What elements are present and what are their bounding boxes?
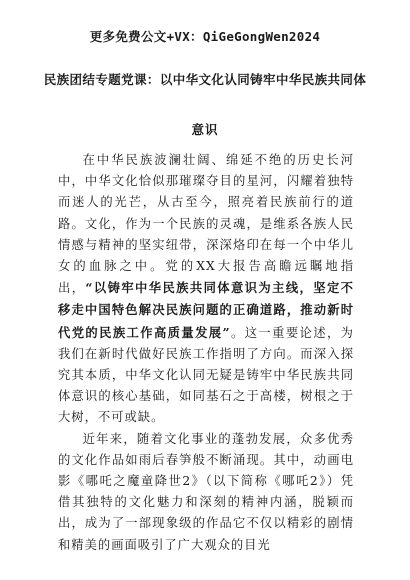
header-promo: 更多免费公文+VX：QiGeGongWen2024 <box>89 29 321 44</box>
paragraph-1-text-a: 在中华民族波澜壮阔、绵延不绝的历史长河中，中华文化恰似那璀璨夺目的星河，闪耀着独特而迷人的光芒，从古至今，照亮着民族前行的道路。文化，作为一个民族的灵魂，是维系各族人民情感与精神的坚实纽带，深深烙印在每一个中华儿女的血脉之中。党的XX大报告高瞻远瞩地指出， <box>58 153 354 296</box>
document-body <box>58 150 354 556</box>
paragraph-1-text-b: 。这一重要论述，为我们在新时代做好民族工作指明了方向。而深入探究其本质，中华文化认同无疑是铸牢中华民族共同体意识的核心基础，如同基石之于高楼，树根之于大树，不可或缺。 <box>58 325 354 425</box>
document-title-continued: 意识 <box>191 122 219 137</box>
paragraph-1 <box>58 150 354 429</box>
document-title: 民族团结专题党课：以中华文化认同铸牢中华民族共同体 <box>43 72 367 87</box>
paragraph-2: 近年来，随着文化事业的蓬勃发展，众多优秀的文化作品如雨后春笋般不断涌现。其中，动画电影《哪吒之魔童降世2》（以下简称《哪吒2》）凭借其独特的文化魅力和深刻的精神内涵，脱颖而出，成为了一部现象级的作品它不仅以精彩的剧情和精美的画面吸引了广大观众的目光 <box>58 431 354 552</box>
paragraph-1-quote: “以铸牢中华民族共同体意识为主线，坚定不移走中国特色解决民族问题的正确道路，推动新时代党的民族工作高质量发展” <box>58 280 354 340</box>
